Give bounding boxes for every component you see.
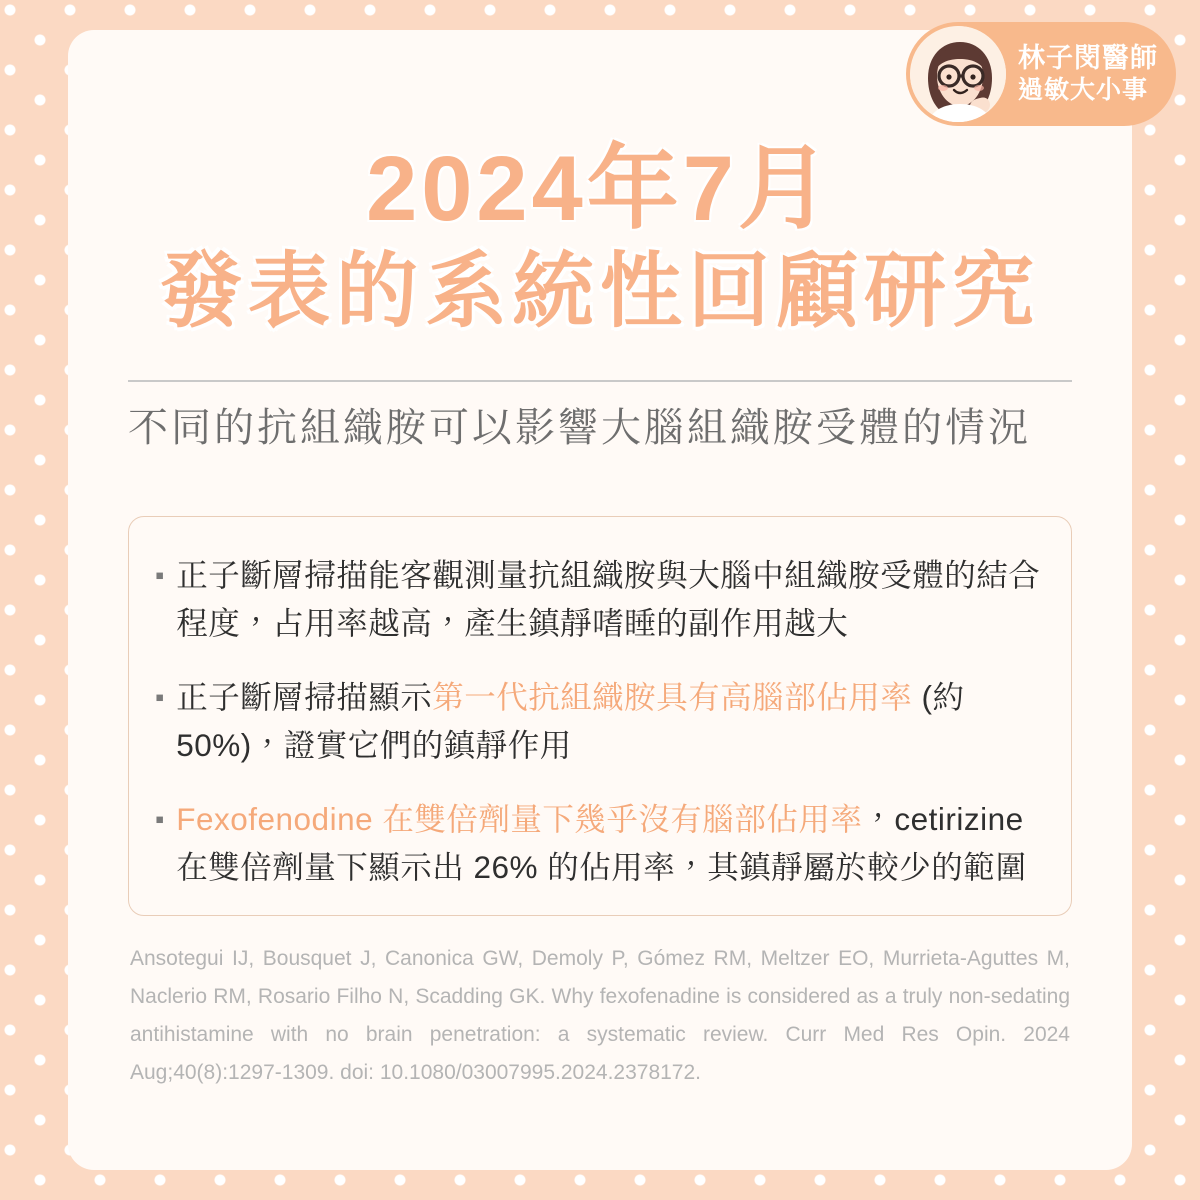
list-item-text: [176, 673, 1041, 769]
citation-text: Ansotegui IJ, Bousquet J, Canonica GW, Demoly P, Gómez RM, Meltzer EO, Murrieta-Aguttes M, Naclerio RM, Rosario Filho N, Scadding GK. Why fexofenadine is considered as a truly non-sedating antihistamine with no brain penetration: a systematic review. Curr Med Res Opin. 2024 Aug;40(8):1297-1309. doi: 10.1080/03007995.2024.2378172.: [130, 947, 1070, 1084]
list-item-text: [176, 551, 1041, 647]
text-segment: (約50%)，證實它們的鎮靜作用: [176, 679, 965, 763]
text-segment: ，cetirizine 在雙倍劑量下顯示出 26% 的佔用率，其鎮靜屬於較少的範圍: [176, 801, 1028, 885]
bullet-marker-icon: ▪: [155, 560, 165, 590]
key-points-box: [128, 516, 1072, 916]
divider: [128, 380, 1072, 382]
list-item: [155, 551, 1041, 647]
bullet-marker-icon: ▪: [155, 682, 165, 712]
headline: [0, 140, 1200, 342]
list-item: [155, 795, 1041, 891]
brand-badge: [906, 22, 1176, 126]
highlight-segment: 第一代抗組織胺具有高腦部佔用率: [432, 679, 913, 715]
bullet-marker-icon: ▪: [155, 804, 165, 834]
brand-badge-text: [1018, 42, 1158, 107]
brand-name: 林子閔醫師: [1018, 42, 1158, 73]
subtitle: 不同的抗組織胺可以影響大腦組織胺受體的情況: [128, 406, 1031, 450]
list-item: [155, 673, 1041, 769]
headline-line-2: 發表的系統性回顧研究: [159, 246, 1040, 338]
list-item-text: [176, 795, 1041, 891]
text-segment: 正子斷層掃描能客觀測量抗組織胺與大腦中組織胺受體的結合程度，占用率越高，產生鎮靜嗜睡的副作用越大: [176, 557, 1041, 641]
text-segment: 正子斷層掃描顯示: [176, 679, 433, 715]
highlight-segment: Fexofenodine 在雙倍劑量下幾乎沒有腦部佔用率: [176, 801, 863, 837]
doctor-avatar-icon: [908, 24, 1008, 124]
brand-tagline: 過敏大小事: [1018, 76, 1149, 105]
headline-line-1: 2024年7月: [366, 138, 834, 240]
